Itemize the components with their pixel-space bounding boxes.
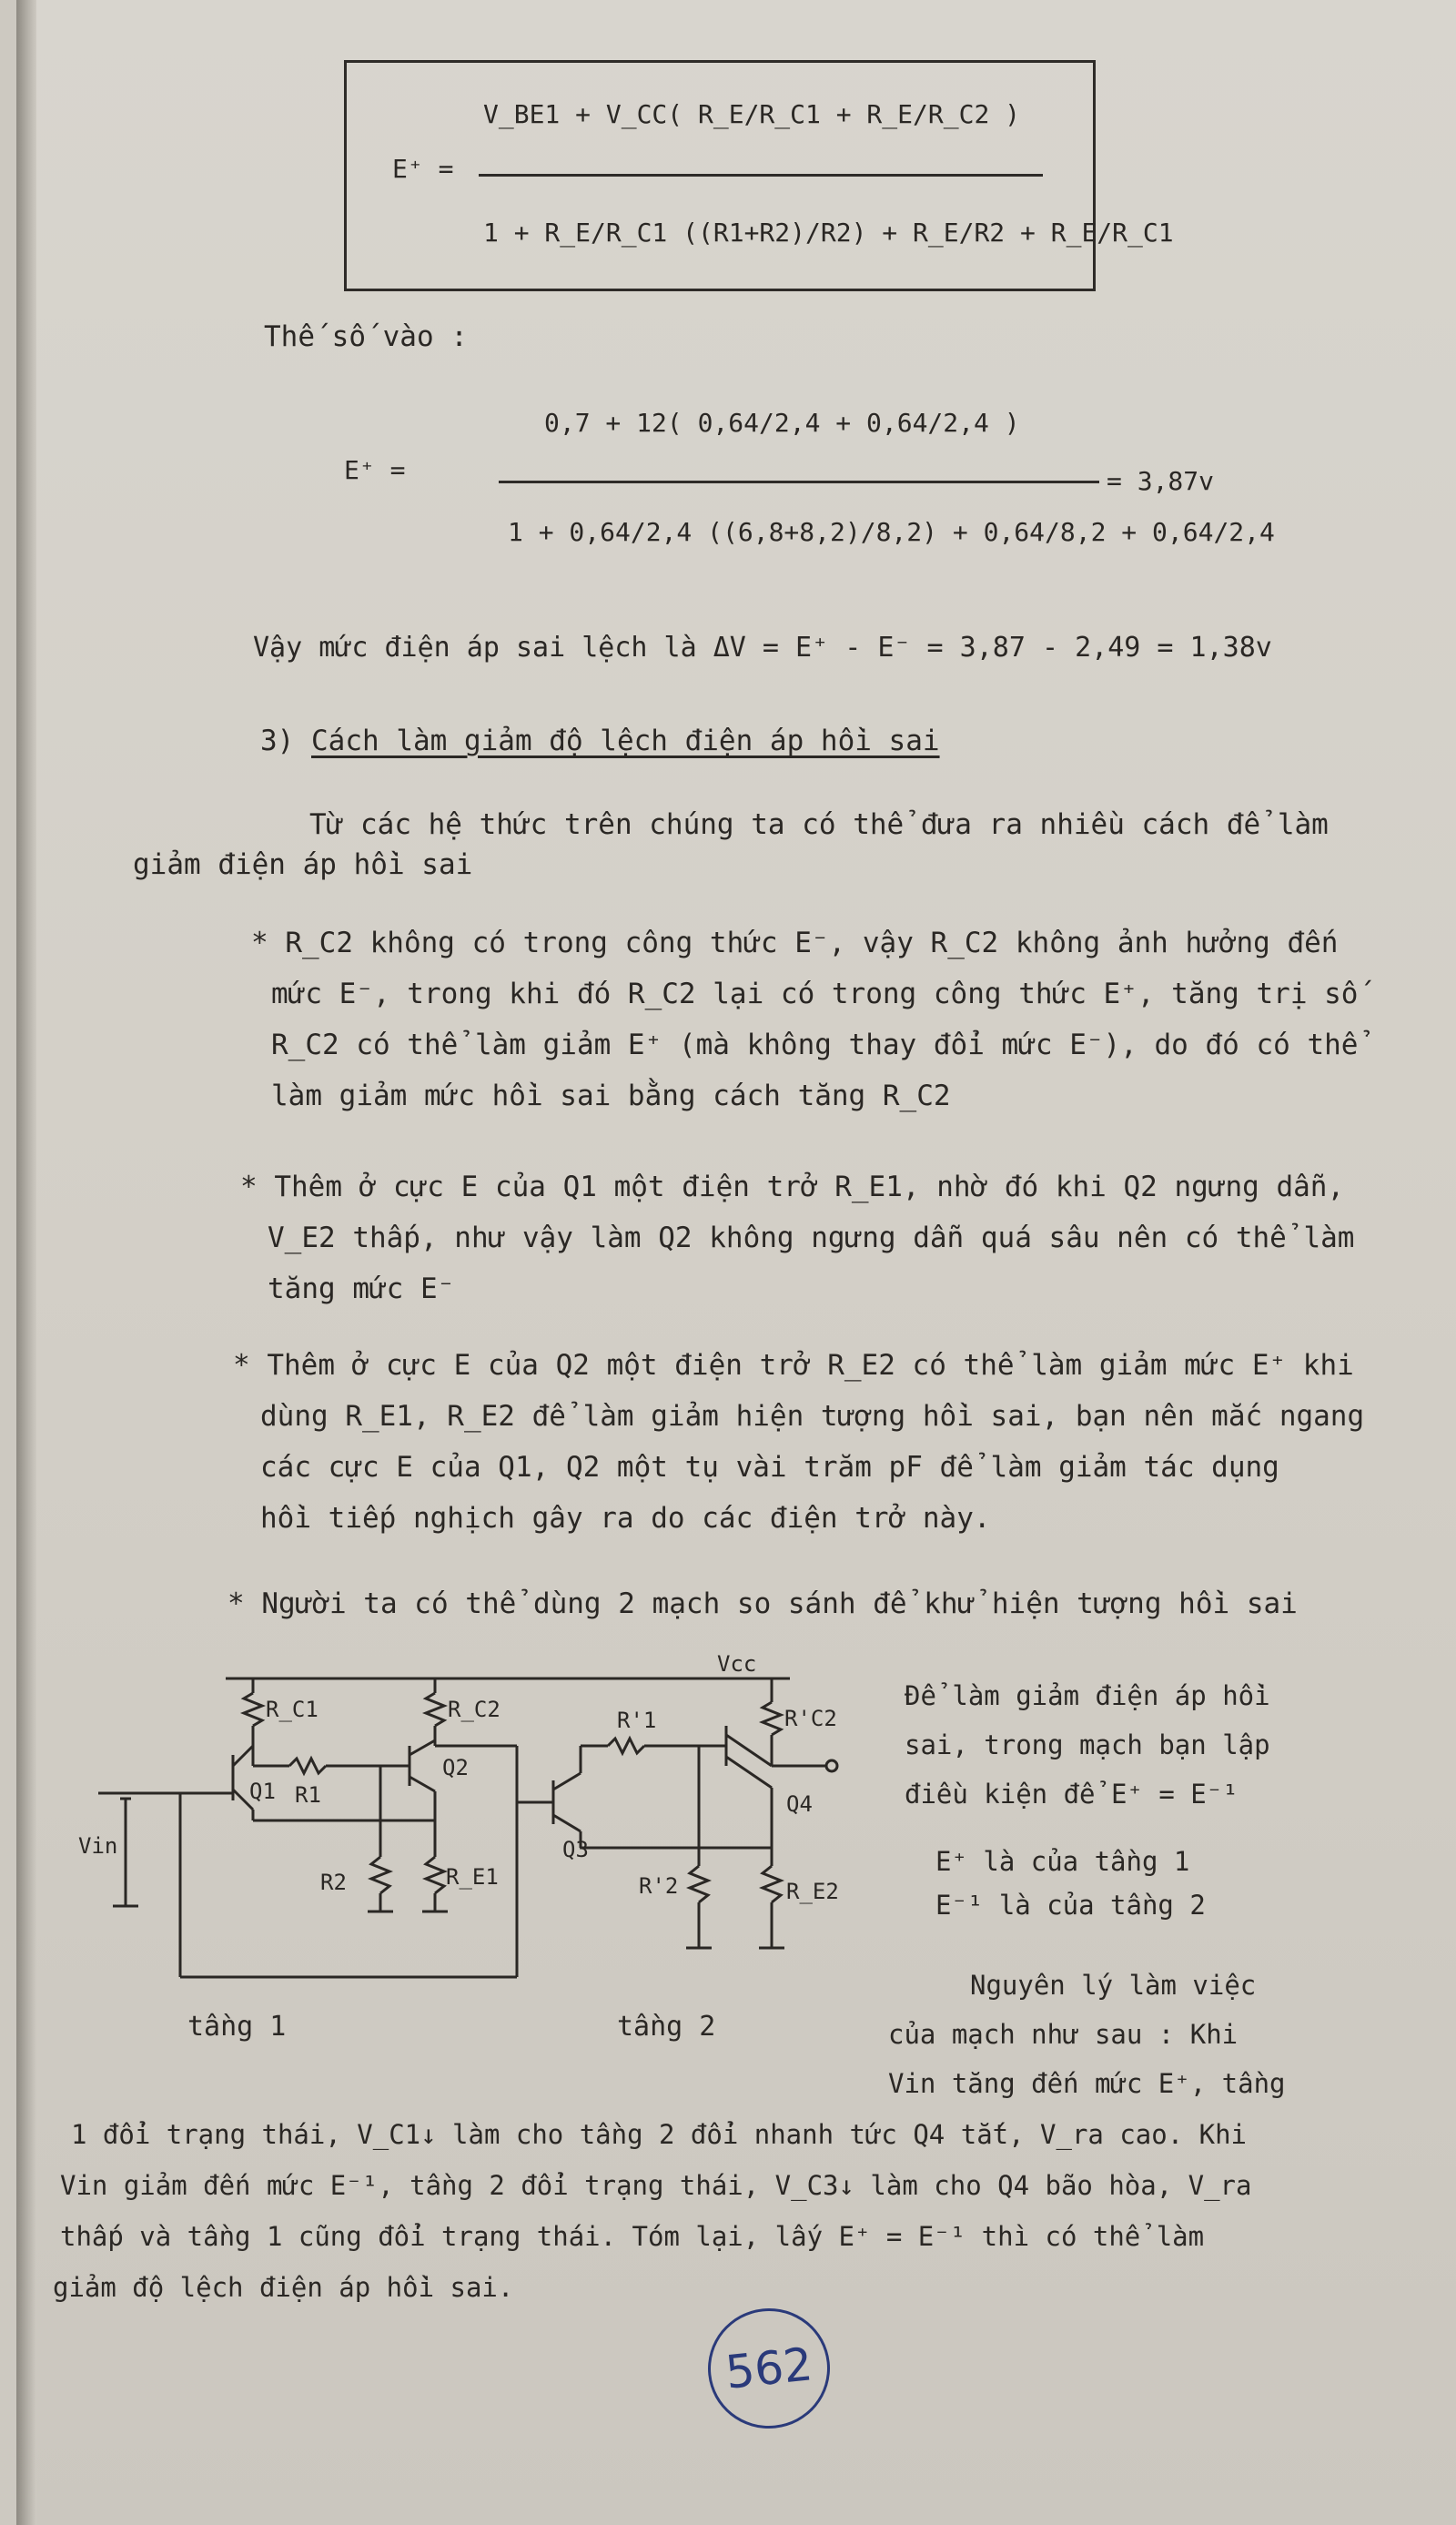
resistor-re1 xyxy=(426,1857,444,1893)
bullet-1-line-3: R_C2 có thể làm giảm E⁺ (mà không thay đổi mức E⁻), do đó có thể xyxy=(271,1029,1359,1061)
formula-fraction-bar xyxy=(479,174,1043,177)
label-re1: R_E1 xyxy=(446,1864,499,1890)
resistor-rc2-prime xyxy=(763,1702,781,1735)
formula-numerator: V_BE1 + V_CC( R_E/R_C1 + R_E/R_C2 ) xyxy=(483,99,1021,129)
section-heading xyxy=(260,725,940,758)
output-terminal xyxy=(826,1760,837,1771)
label-stage-1: tầng 1 xyxy=(187,2011,287,2043)
side-text-line-5: E⁻¹ là của tầng 2 xyxy=(935,1890,1206,1921)
bullet-1-line-1: * R_C2 không có trong công thức E⁻, vậy R_C2 không ảnh hưởng đến xyxy=(251,927,1339,959)
bullet-3-line-1: * Thêm ở cực E của Q2 một điện trở R_E2 có thể làm giảm mức E⁺ khi xyxy=(233,1349,1354,1382)
resistor-r2-prime xyxy=(690,1866,708,1902)
label-rc1: R_C1 xyxy=(266,1697,318,1722)
numeric-fraction-bar xyxy=(499,481,1099,483)
resistor-re2 xyxy=(763,1866,781,1902)
label-q4: Q4 xyxy=(786,1791,813,1817)
bullet-3-line-2: dùng R_E1, R_E2 để làm giảm hiện tượng hồi sai, bạn nên mắc ngang xyxy=(260,1400,1365,1433)
bullet-1-line-2: mức E⁻, trong khi đó R_C2 lại có trong công thức E⁺, tăng trị số xyxy=(271,978,1359,1010)
bullet-2-line-1: * Thêm ở cực E của Q1 một điện trở R_E1, nhờ đó khi Q2 ngưng dẫn, xyxy=(240,1171,1345,1203)
substitution-label: Thế số vào : xyxy=(264,320,468,353)
label-vin: Vin xyxy=(78,1833,118,1859)
bullet-3-line-4: hồi tiếp nghịch gây ra do các điện trở này. xyxy=(260,1502,991,1535)
intro-line-2: giảm điện áp hồi sai xyxy=(133,848,473,881)
side-text-line-2: sai, trong mạch bạn lập xyxy=(905,1729,1270,1760)
principle-line-1: Nguyên lý làm việc xyxy=(970,1970,1257,2001)
document-page xyxy=(16,0,1456,2525)
principle-line-2: của mạch như sau : Khi xyxy=(888,2019,1239,2050)
label-q3: Q3 xyxy=(562,1837,589,1862)
closing-line-4: giảm độ lệch điện áp hồi sai. xyxy=(53,2272,514,2303)
label-r1: R1 xyxy=(295,1782,321,1808)
side-text-line-3: điều kiện để E⁺ = E⁻¹ xyxy=(905,1779,1239,1810)
delta-voltage-line: Vậy mức điện áp sai lệch là ΔV = E⁺ - E⁻ = 3,87 - 2,49 = 1,38v xyxy=(253,632,1272,664)
closing-line-3: thấp và tầng 1 cũng đổi trạng thái. Tóm lại, lấy E⁺ = E⁻¹ thì có thể làm xyxy=(60,2221,1205,2252)
bullet-3-line-3: các cực E của Q1, Q2 một tụ vài trăm pF để làm giảm tác dụng xyxy=(260,1451,1279,1484)
numeric-lhs: E⁺ = xyxy=(344,455,406,485)
label-r2: R2 xyxy=(320,1870,347,1895)
formula-denominator: 1 + R_E/R_C1 ((R1+R2)/R2) + R_E/R2 + R_E/R_C1 xyxy=(483,218,1174,248)
bullet-1-line-4: làm giảm mức hồi sai bằng cách tăng R_C2 xyxy=(271,1080,951,1112)
label-r1-prime: R'1 xyxy=(617,1708,657,1733)
label-vcc: Vcc xyxy=(717,1651,757,1677)
label-stage-2: tầng 2 xyxy=(617,2011,716,2043)
label-q2: Q2 xyxy=(442,1755,469,1780)
label-rc2-prime: R'C2 xyxy=(784,1706,837,1731)
bullet-4-line-1: * Người ta có thể dùng 2 mạch so sánh để khử hiện tượng hồi sai xyxy=(228,1587,1298,1620)
page-number: 562 xyxy=(702,2302,835,2434)
closing-line-2: Vin giảm đến mức E⁻¹, tầng 2 đổi trạng thái, V_C3↓ làm cho Q4 bão hòa, V_ra xyxy=(60,2170,1252,2201)
resistor-r2 xyxy=(371,1857,389,1893)
comparator-circuit-diagram xyxy=(71,1638,890,2057)
resistor-rc2 xyxy=(426,1693,444,1726)
numeric-result: = 3,87v xyxy=(1107,466,1215,496)
label-re2: R_E2 xyxy=(786,1879,839,1904)
intro-line-1: Từ các hệ thức trên chúng ta có thể đưa ra nhiều cách để làm xyxy=(309,808,1329,841)
formula-lhs: E⁺ = xyxy=(392,154,454,184)
closing-line-1: 1 đổi trạng thái, V_C1↓ làm cho tầng 2 đổi nhanh tức Q4 tắt, V_ra cao. Khi xyxy=(71,2119,1248,2150)
formula-box xyxy=(344,60,1174,291)
label-r2-prime: R'2 xyxy=(639,1873,679,1899)
page-binding-shadow xyxy=(16,0,36,2525)
resistor-r1 xyxy=(289,1759,326,1773)
side-text-line-1: Để làm giảm điện áp hồi xyxy=(905,1680,1270,1711)
resistor-rc1 xyxy=(244,1693,262,1726)
resistor-r1-prime xyxy=(608,1739,644,1753)
label-q1: Q1 xyxy=(249,1779,276,1804)
label-rc2: R_C2 xyxy=(448,1697,500,1722)
bullet-2-line-2: V_E2 thấp, như vậy làm Q2 không ngưng dẫn quá sâu nên có thể làm xyxy=(268,1222,1355,1254)
side-text-line-4: E⁺ là của tầng 1 xyxy=(935,1846,1190,1877)
section-title: Cách làm giảm độ lệch điện áp hồi sai xyxy=(311,725,940,757)
principle-line-3: Vin tăng đến mức E⁺, tầng xyxy=(888,2068,1286,2099)
bullet-2-line-3: tăng mức E⁻ xyxy=(268,1273,455,1305)
numeric-denominator: 1 + 0,64/2,4 ((6,8+8,2)/8,2) + 0,64/8,2 + 0,64/2,4 xyxy=(508,517,1275,547)
numeric-numerator: 0,7 + 12( 0,64/2,4 + 0,64/2,4 ) xyxy=(544,408,1020,438)
section-number: 3) xyxy=(260,725,295,757)
